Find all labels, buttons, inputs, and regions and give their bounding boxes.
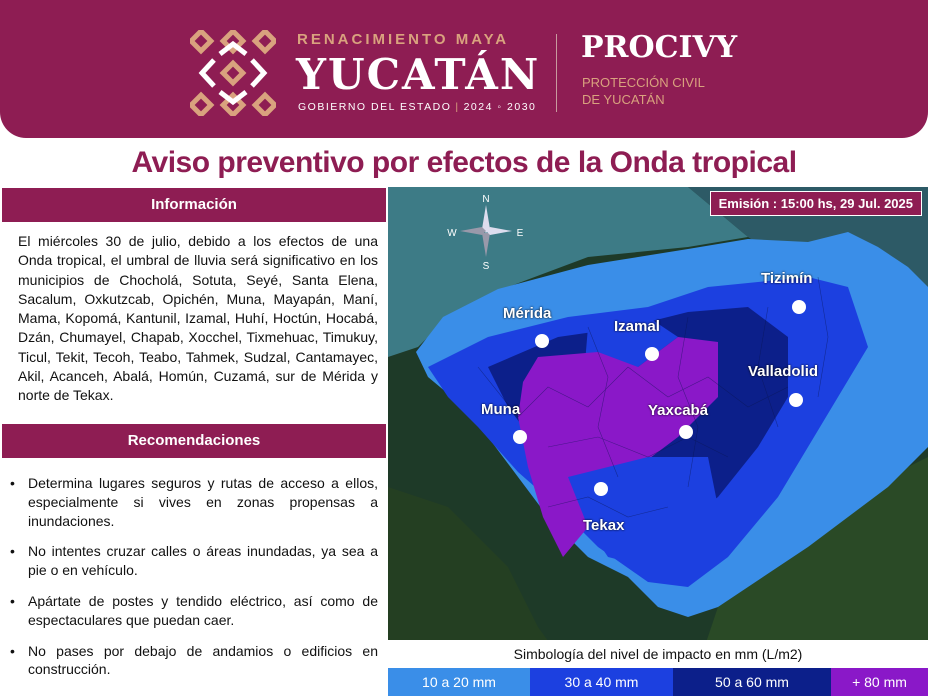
city-dot <box>513 430 527 444</box>
brand-sub-right: 2024 ◦ 2030 <box>463 101 537 113</box>
recommendation-text: No intentes cruzar calles o áreas inundadas, ya sea a pie o en vehículo. <box>28 543 378 579</box>
city-label-tizimin: Tizimín <box>761 270 813 287</box>
agency-subtitle-2: DE YUCATÁN <box>582 92 665 107</box>
compass-icon <box>444 191 528 271</box>
list-item <box>8 474 378 530</box>
city-dot <box>789 393 803 407</box>
compass-w: W <box>447 228 457 239</box>
emission-badge: Emisión : 15:00 hs, 29 Jul. 2025 <box>710 191 922 216</box>
recommendations-list <box>8 474 378 691</box>
city-dot <box>594 482 608 496</box>
brand-name: YUCATÁN <box>296 50 541 99</box>
city-dot <box>535 334 549 348</box>
legend-item-80: + 80 mm <box>831 668 928 696</box>
city-dot <box>792 300 806 314</box>
info-text: El miércoles 30 de julio, debido a los efectos de una Onda tropical, el umbral de lluvia será significativo en los municipios de Chocholá, Sotuta, Seyé, Santa Elena, Sacalum, Oxkutzcab, Opichén, Muna, Mayapán, Maní, Mama, Kopomá, Kantunil, Izamal, Huhí, Hoctún, Hocabá, Dzán, Chumayel, Chapab, Xocchel, Tixmehuac, Timukuy, Ticul, Tekit, Tecoh, Teabo, Tahmek, Sudzal, Cantamayec, Akil, Acanceh, Abalá, Homún, Cuzamá, sur de Mérida y norte de Tekax. <box>18 233 378 404</box>
compass-e: E <box>516 228 524 239</box>
brand-tagline: RENACIMIENTO MAYA <box>297 31 510 48</box>
list-item <box>8 592 378 630</box>
list-item <box>8 542 378 580</box>
bullet-icon: • <box>10 642 15 659</box>
compass-n: N <box>482 194 490 205</box>
city-label-yaxcaba: Yaxcabá <box>648 402 709 419</box>
agency-subtitle-1: PROTECCIÓN CIVIL <box>582 75 705 90</box>
bullet-icon: • <box>10 475 15 491</box>
recommendations-heading: Recomendaciones <box>2 424 386 458</box>
city-label-muna: Muna <box>481 401 521 418</box>
city-label-izamal: Izamal <box>614 318 660 335</box>
compass-s: S <box>482 261 490 271</box>
city-dot <box>679 425 693 439</box>
brand-subtitle: GOBIERNO DEL ESTADO | 2024 ◦ 2030 <box>298 101 537 113</box>
header-divider <box>556 34 557 112</box>
impact-map <box>388 187 928 696</box>
agency-name: PROCIVY <box>581 30 738 65</box>
recommendation-text: Determina lugares seguros y rutas de acceso a ellos, especialmente si vives en zonas propensas a inundaciones. <box>28 475 378 529</box>
bullet-icon: • <box>10 543 15 560</box>
info-heading: Información <box>2 188 386 222</box>
recommendation-text: Apártate de postes y tendido eléctrico, así como de espectaculares que puedan caer. <box>28 592 378 628</box>
city-label-merida: Mérida <box>503 305 552 322</box>
brand-sub-left: GOBIERNO DEL ESTADO <box>298 101 452 113</box>
city-label-valladolid: Valladolid <box>748 363 819 380</box>
recommendation-text: No pases por debajo de andamios o edificios en construcción. <box>28 642 378 678</box>
maya-logo-icon <box>190 30 276 116</box>
legend-title: Simbología del nivel de impacto en mm (L/m2) <box>388 640 928 668</box>
legend-item-30-40: 30 a 40 mm <box>530 668 673 696</box>
legend <box>388 668 928 696</box>
city-label-tekax: Tekax <box>583 517 625 534</box>
legend-item-10-20: 10 a 20 mm <box>388 668 530 696</box>
header-banner <box>0 0 928 138</box>
city-dot <box>645 347 659 361</box>
bullet-icon: • <box>10 592 15 609</box>
list-item <box>8 642 378 680</box>
page-title: Aviso preventivo por efectos de la Onda tropical <box>131 146 797 179</box>
legend-item-50-60: 50 a 60 mm <box>673 668 831 696</box>
